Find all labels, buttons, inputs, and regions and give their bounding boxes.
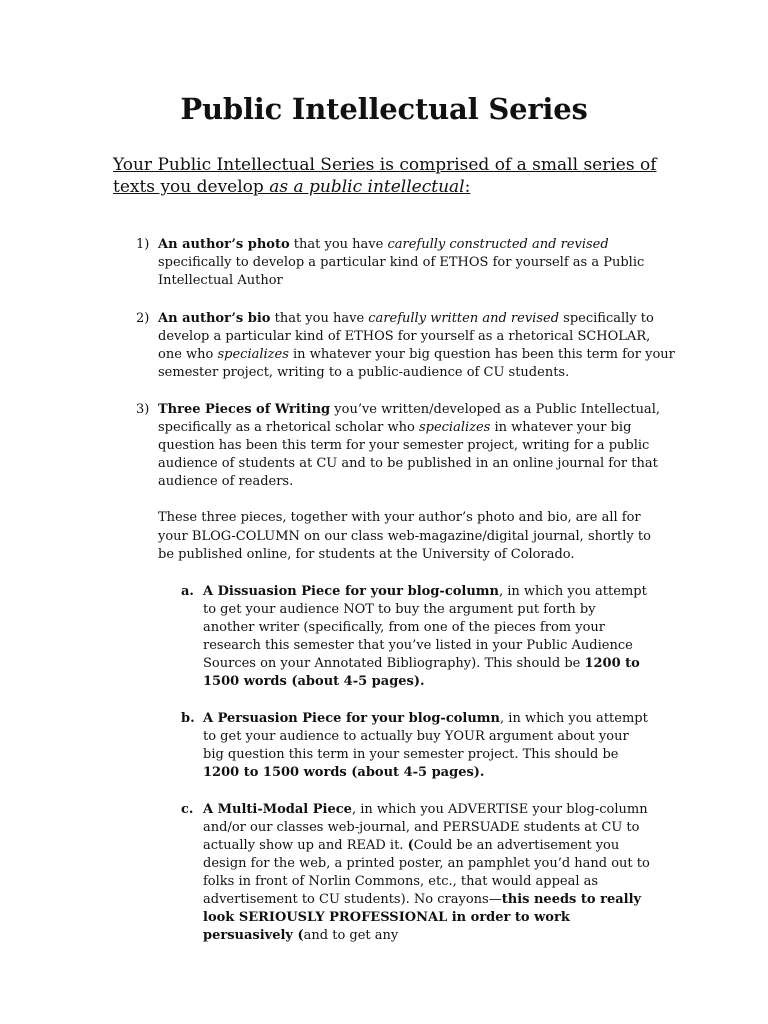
page-title: Public Intellectual Series (180, 92, 588, 126)
sub-item-b (181, 710, 651, 782)
sub-letter: a. (181, 584, 194, 599)
sub-item-text: A Multi-Modal Piece, in which you ADVERTISE your blog-column and/or our classes web-journal, and PERSUADE students at CU to actually show up and READ it. (Could be an advertisement you design for the web, a printed poster, an pamphlet you’d hand out to folks in front of Norlin Commons, etc., that would appeal as advertisement to CU students). No crayons—this needs to really look SERIOUSLY PROFESSIONAL in order to work persuasively (and to get any (203, 802, 650, 943)
list-number: 3) (136, 402, 150, 417)
list-item-text: An author’s bio that you have carefully written and revised specifically to develop a particular kind of ETHOS for yourself as a rhetorical SCHOLAR, one who specializes in whatever your big question has been this term for your semester project, writing to a public-audience of CU students. (158, 311, 675, 380)
list-item-1 (136, 236, 676, 290)
list-item-3 (136, 401, 676, 491)
intro-italic: as a public intellectual (269, 177, 465, 197)
sub-item-text: A Dissuasion Piece for your blog-column, in which you attempt to get your audience NOT to buy the argument put forth by another writer (specifically, from one of the pieces from your research this semester that you’ve listed in your Public Audience Sources on your Annotated Bibliography). This should be 1200 to 1500 words (about 4-5 pages). (203, 584, 647, 689)
intro-heading (113, 154, 673, 198)
sub-item-a (181, 583, 651, 691)
list-item-text: An author’s photo that you have carefully constructed and revised specifically to develop a particular kind of ETHOS for yourself as a Public Intellectual Author (158, 237, 645, 288)
body-paragraph: These three pieces, together with your author’s photo and bio, are all for your BLOG-COLUMN on our class web-magazine/digital journal, shortly to be published online, for students at the University of Colorado. (158, 510, 651, 562)
intro-end: : (464, 177, 471, 197)
list-item-text: Three Pieces of Writing you’ve written/developed as a Public Intellectual, specifically as a rhetorical scholar who specializes in whatever your big question has been this term for your semester project, writing for a public audience of students at CU and to be published in an online journal for that audience of readers. (158, 402, 660, 489)
intro-text: Your Public Intellectual Series is comprised of a small series of texts you develop (113, 155, 657, 197)
sub-item-c (181, 801, 651, 945)
list-item-2 (136, 310, 676, 382)
list-number: 2) (136, 311, 150, 326)
sub-letter: c. (181, 802, 194, 817)
list-number: 1) (136, 237, 150, 252)
sub-letter: b. (181, 711, 195, 726)
sub-item-text: A Persuasion Piece for your blog-column, in which you attempt to get your audience to actually buy YOUR argument about your big question this term in your semester project. This should be 1200 to 1500 words (about 4-5 pages). (203, 711, 648, 780)
